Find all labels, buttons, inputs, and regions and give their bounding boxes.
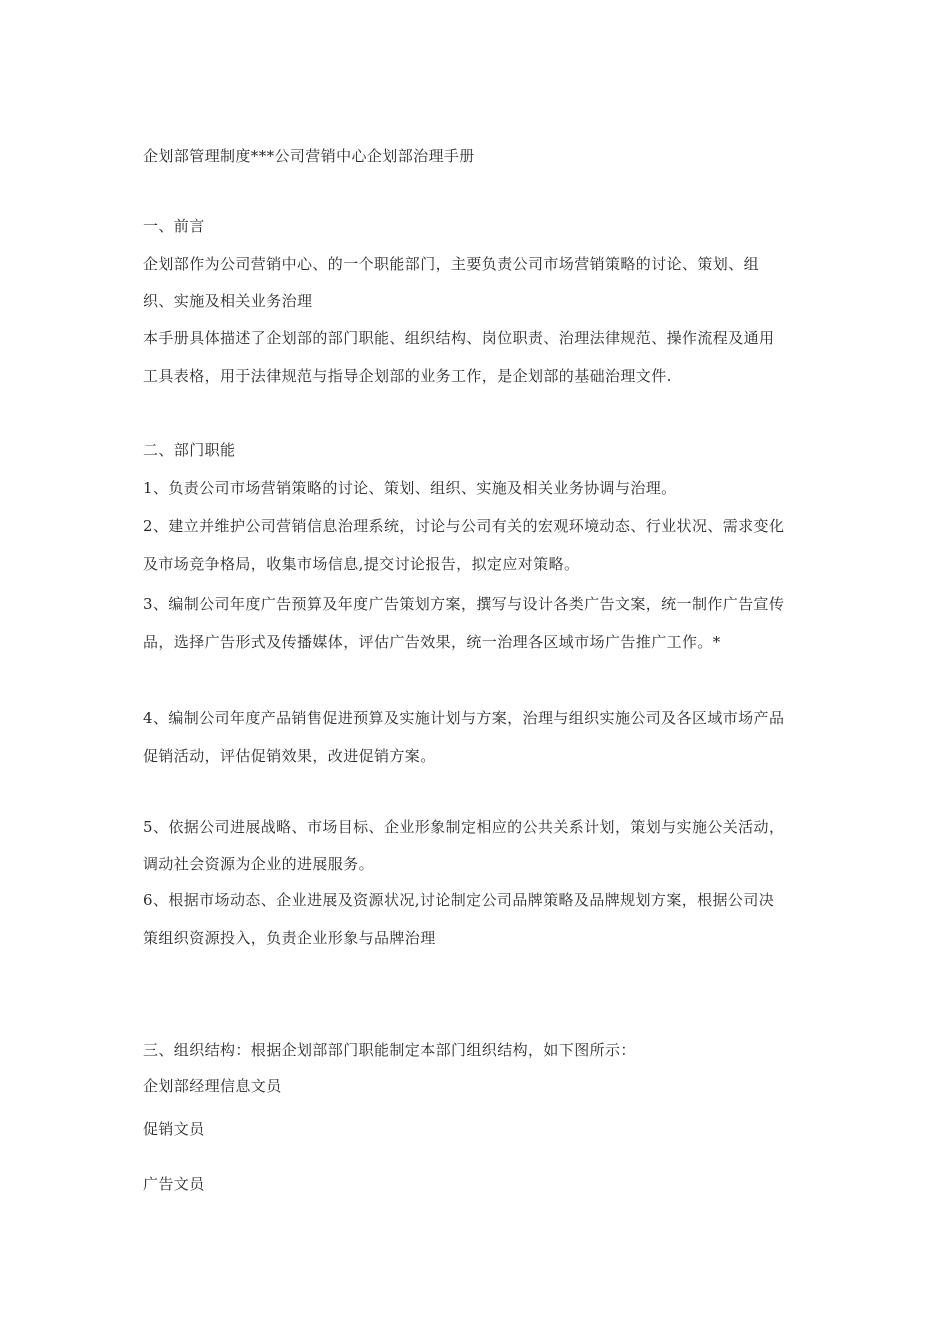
list-item: 5、依据公司进展战略、市场目标、企业形象制定相应的公共关系计划，策划与实施公关活动，	[143, 818, 785, 836]
org-role: 企划部经理信息文员	[143, 1077, 282, 1095]
list-item-continued: 促销活动，评估促销效果，改进促销方案。	[143, 747, 436, 765]
list-item-continued: 调动社会资源为企业的进展服务。	[143, 855, 375, 873]
org-role: 广告文员	[143, 1175, 205, 1193]
list-item-continued: 策组织资源投入，负责企业形象与品牌治理	[143, 929, 436, 947]
list-item: 1、负责公司市场营销策略的讨论、策划、组织、实施及相关业务协调与治理。	[143, 479, 677, 497]
paragraph-line: 工具表格，用于法律规范与指导企划部的业务工作，是企划部的基础治理文件.	[143, 367, 672, 385]
paragraph-line: 织、实施及相关业务治理	[143, 292, 313, 310]
paragraph-line: 本手册具体描述了企划部的部门职能、组织结构、岗位职责、治理法律规范、操作流程及通用	[143, 329, 775, 347]
org-role: 促销文员	[143, 1120, 205, 1138]
list-item-continued: 品，选择广告形式及传播媒体，评估广告效果，统一治理各区域市场广告推广工作。*	[143, 633, 721, 651]
paragraph-line: 企划部作为公司营销中心、的一个职能部门，主要负责公司市场营销策略的讨论、策划、组	[143, 255, 760, 273]
list-item: 2、建立并维护公司营销信息治理系统，讨论与公司有关的宏观环境动态、行业状况、需求变化	[143, 517, 785, 535]
list-item-continued: 及市场竞争格局，收集市场信息,提交讨论报告，拟定应对策略。	[143, 555, 580, 573]
doc-title: 企划部管理制度***公司营销中心企划部治理手册	[143, 147, 475, 165]
section-heading-structure: 三、组织结构：根据企划部部门职能制定本部门组织结构，如下图所示：	[143, 1041, 636, 1059]
list-item: 6、根据市场动态、企业进展及资源状况,讨论制定公司品牌策略及品牌规划方案，根据公司决	[143, 891, 775, 909]
list-item: 4、编制公司年度产品销售促进预算及实施计划与方案，治理与组织实施公司及各区域市场产品	[143, 709, 785, 727]
section-heading-preface: 一、前言	[143, 217, 205, 235]
section-heading-functions: 二、部门职能	[143, 441, 236, 459]
list-item: 3、编制公司年度广告预算及年度广告策划方案，撰写与设计各类广告文案，统一制作广告宣传	[143, 595, 785, 613]
